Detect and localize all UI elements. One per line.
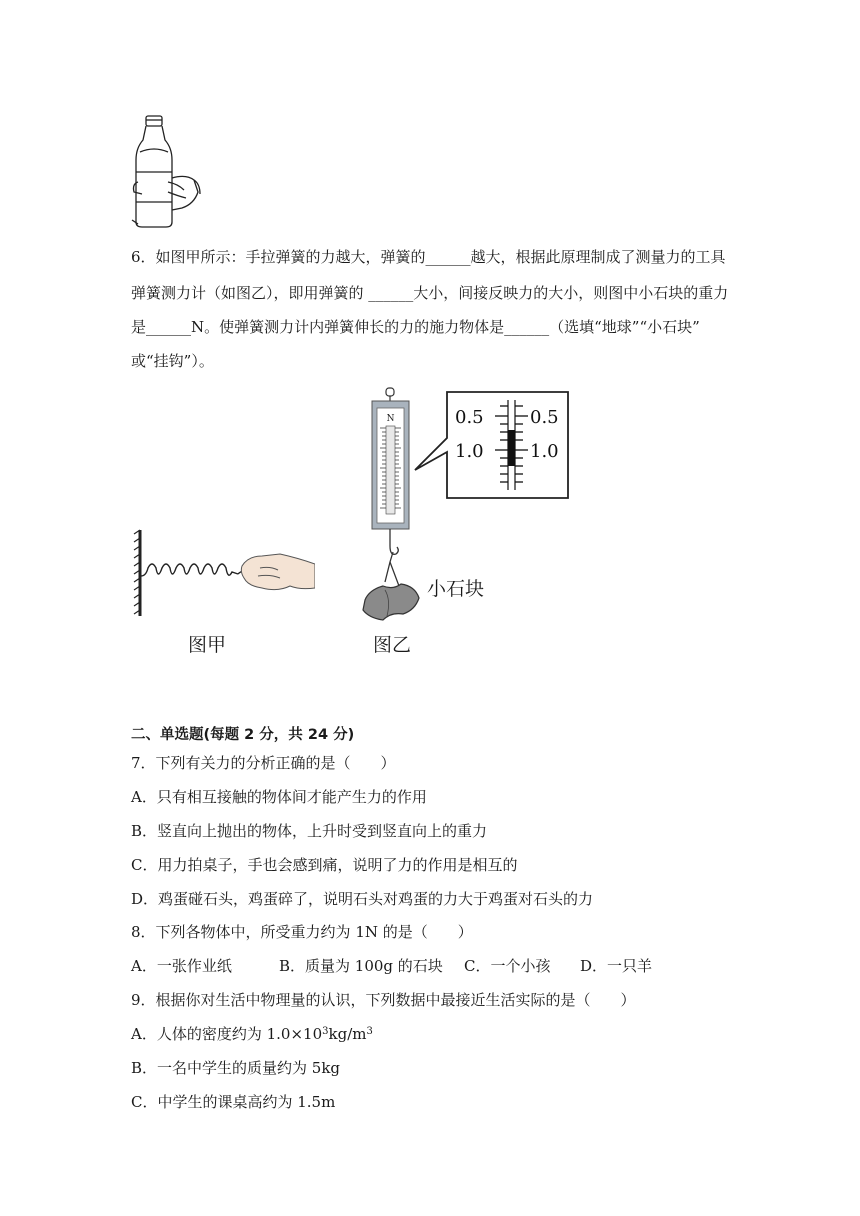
question-7-option-a: A．只有相互接触的物体间才能产生力的作用: [131, 788, 427, 806]
exponent: 3: [322, 1026, 329, 1037]
unit: kg/m: [328, 1025, 367, 1043]
question-9-option-b: B．一名中学生的质量约为 5kg: [131, 1059, 341, 1077]
question-9-option-c: C．中学生的课桌高约为 1.5m: [131, 1093, 336, 1111]
question-6-line-2: 弹簧测力计（如图乙），即用弹簧的 ______大小，间接反映力的大小，则图中小石块的重力: [131, 284, 729, 302]
svg-text:N: N: [386, 414, 395, 424]
bottle-hand-illustration: [128, 112, 204, 230]
question-7-option-b: B．竖直向上抛出的物体，上升时受到竖直向上的重力: [131, 822, 488, 840]
figure-yi-label: 图乙: [373, 634, 412, 656]
question-7-option-d: D．鸡蛋碰石头，鸡蛋碎了，说明石头对鸡蛋的力大于鸡蛋对石头的力: [131, 890, 594, 908]
question-7-stem: 7．下列有关力的分析正确的是（ ）: [131, 754, 396, 772]
section-2-heading: 二、单选题(每题 2 分，共 24 分): [131, 727, 355, 743]
callout-left-bottom: 1.0: [455, 441, 484, 462]
question-7-option-c: C．用力拍桌子，手也会感到痛，说明了力的作用是相互的: [131, 856, 518, 874]
figure-jia-label: 图甲: [188, 634, 227, 656]
stone-shape: [363, 584, 419, 620]
question-8-option-d: D．一只羊: [580, 957, 653, 975]
question-9-stem: 9．根据你对生活中物理量的认识，下列数据中最接近生活实际的是（ ）: [131, 991, 636, 1009]
stone-label: 小石块: [427, 578, 485, 600]
question-6-line-4: 或“挂钩”）。: [131, 352, 214, 370]
figure-jia-spring: [130, 528, 315, 620]
question-8-option-c: C．一个小孩: [464, 957, 551, 975]
question-6-line-3: 是______N。使弹簧测力计内弹簧伸长的力的施力物体是______（选填“地球”“小石块”: [131, 318, 700, 336]
question-6-line-1: 6．如图甲所示：手拉弹簧的力越大，弹簧的______越大，根据此原理制成了测量力的工具: [131, 248, 726, 266]
question-8-option-a: A．一张作业纸: [131, 957, 232, 975]
exponent: 3: [366, 1026, 373, 1037]
callout-right-top: 0.5: [530, 407, 559, 428]
question-8-stem: 8．下列各物体中，所受重力约为 1N 的是（ ）: [131, 923, 473, 941]
question-9-option-a: [131, 1024, 373, 1044]
question-8-option-b: B．质量为 100g 的石块: [279, 957, 443, 975]
callout-left-top: 0.5: [455, 407, 484, 428]
question-9-option-a-text: A．人体的密度约为 1.0×10: [131, 1025, 323, 1043]
callout-right-bottom: 1.0: [530, 441, 559, 462]
